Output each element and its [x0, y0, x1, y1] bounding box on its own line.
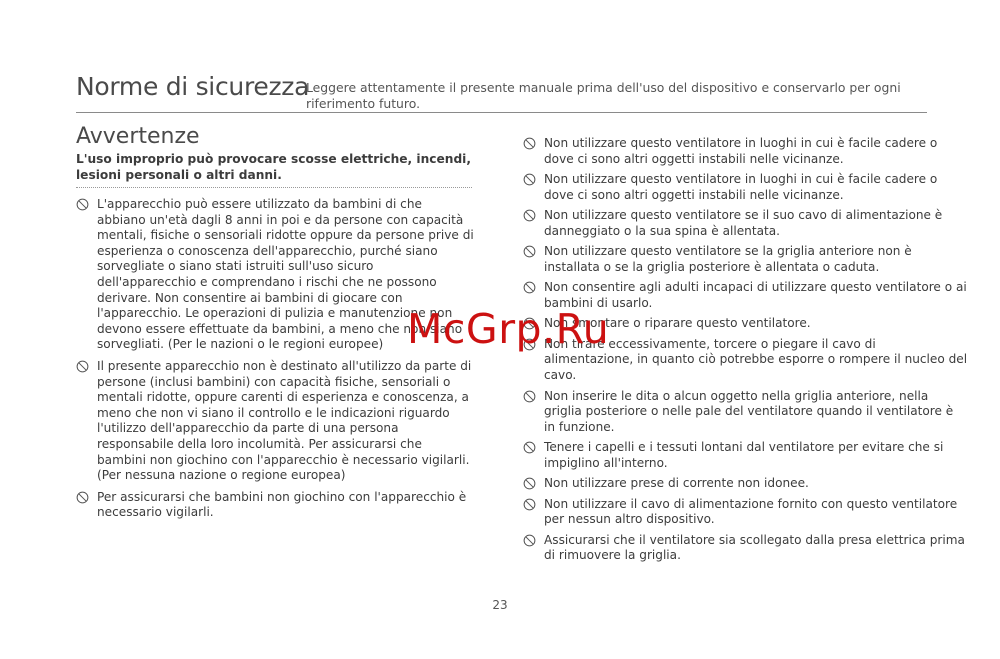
list-item-text: Non utilizzare questo ventilatore in luoghi in cui è facile cadere o dove ci sono altri oggetti instabili nelle vicinanze.	[544, 136, 938, 166]
page-number: 23	[492, 598, 508, 612]
watermark: McGrp.Ru	[407, 305, 610, 353]
list-item	[523, 172, 968, 203]
warning-text: L'uso improprio può provocare scosse elettriche, incendi, lesioni personali o altri danni.	[76, 151, 472, 188]
left-warning-list	[76, 197, 474, 521]
prohibited-icon	[523, 441, 536, 454]
list-item	[523, 136, 968, 167]
list-item-text: Non utilizzare il cavo di alimentazione fornito con questo ventilatore per nessun altro dispositivo.	[544, 496, 958, 527]
list-item-text: Non inserire le dita o alcun oggetto nella griglia anteriore, nella griglia posteriore o nelle pale del ventilatore quando il ventilatore è in funzione.	[544, 388, 954, 434]
prohibited-icon	[523, 477, 536, 490]
list-item-text: Non utilizzare questo ventilatore se la griglia anteriore non è installata o se la griglia posteriore è allentata o caduta.	[544, 244, 912, 274]
list-item-text: Tenere i capelli e i tessuti lontani dal ventilatore per evitare che si impiglino all'interno.	[544, 440, 944, 470]
list-item-text: Il presente apparecchio non è destinato all'utilizzo da parte di persone (inclusi bambini) con capacità fisiche, sensoriali o mentali ridotte, oppure carenti di esperienza e conoscenza, a meno che non vi siano il controllo e le indicazioni riguardo l'utilizzo dell'apparecchio da parte di una persona responsabile della loro incolumità. Per assicurarsi che bambini non giochino con l'apparecchio è necessario vigilarli. (Per nessuna nazione o regione europea)	[97, 358, 472, 483]
list-item-text: Assicurarsi che il ventilatore sia scollegato dalla presa elettrica prima di rimuovere la griglia.	[544, 532, 965, 563]
list-item-text: Per assicurarsi che bambini non giochino con l'apparecchio è necessario vigilarli.	[97, 489, 467, 520]
prohibited-icon	[76, 360, 89, 373]
list-item-text: L'apparecchio può essere utilizzato da bambini di che abbiano un'età dagli 8 anni in poi e da persone con capacità mentali, fisiche o sensoriali ridotte oppure da persone prive di esperienza o conoscenza dell'apparecchio, purché siano sorvegliate o siano stati istruiti sull'uso sicuro dell'apparecchio e comprendano i rischi che ne possono derivare. Non consentire ai bambini di giocare con l'apparecchio. Le operazioni di pulizia e manutenzione non devono essere effettuate da bambini, a meno che non siano sorvegliati. (Per le nazioni o le regioni europee)	[97, 197, 474, 352]
list-item-text: Non consentire agli adulti incapaci di utilizzare questo ventilatore o ai bambini di usarlo.	[544, 280, 967, 310]
prohibited-icon	[523, 245, 536, 258]
prohibited-icon	[523, 173, 536, 186]
list-item	[523, 533, 968, 564]
list-item-text: Non utilizzare prese di corrente non idonee.	[544, 476, 809, 491]
page-subtitle: Leggere attentamente il presente manuale prima dell'uso del dispositivo e conservarlo per ogni riferimento futuro.	[306, 80, 901, 111]
list-item-text: Non tirare eccessivamente, torcere o piegare il cavo di alimentazione, in quanto ciò potrebbe esporre o rompere il nucleo del cavo.	[544, 336, 968, 383]
list-item-text: Non utilizzare questo ventilatore se il suo cavo di alimentazione è danneggiato o la sua spina è allentata.	[544, 208, 943, 238]
prohibited-icon	[523, 209, 536, 222]
list-item	[523, 497, 968, 528]
list-item-text: Non utilizzare questo ventilatore in luoghi in cui è facile cadere o dove ci sono altri oggetti instabili nelle vicinanze.	[544, 172, 938, 202]
list-item	[76, 359, 474, 484]
list-item-text: Non smontare o riparare questo ventilatore.	[544, 316, 811, 331]
list-item	[523, 389, 968, 436]
prohibited-icon	[523, 137, 536, 150]
prohibited-icon	[523, 281, 536, 294]
list-item	[76, 490, 474, 521]
list-item	[523, 208, 968, 239]
list-item	[523, 244, 968, 275]
section-heading: Avvertenze	[76, 124, 200, 149]
prohibited-icon	[76, 491, 89, 504]
prohibited-icon	[76, 198, 89, 211]
prohibited-icon	[523, 534, 536, 547]
prohibited-icon	[523, 390, 536, 403]
page-title: Norme di sicurezza	[76, 72, 310, 101]
page-header	[76, 70, 927, 113]
prohibited-icon	[523, 498, 536, 511]
list-item	[523, 476, 968, 492]
list-item	[523, 440, 968, 471]
